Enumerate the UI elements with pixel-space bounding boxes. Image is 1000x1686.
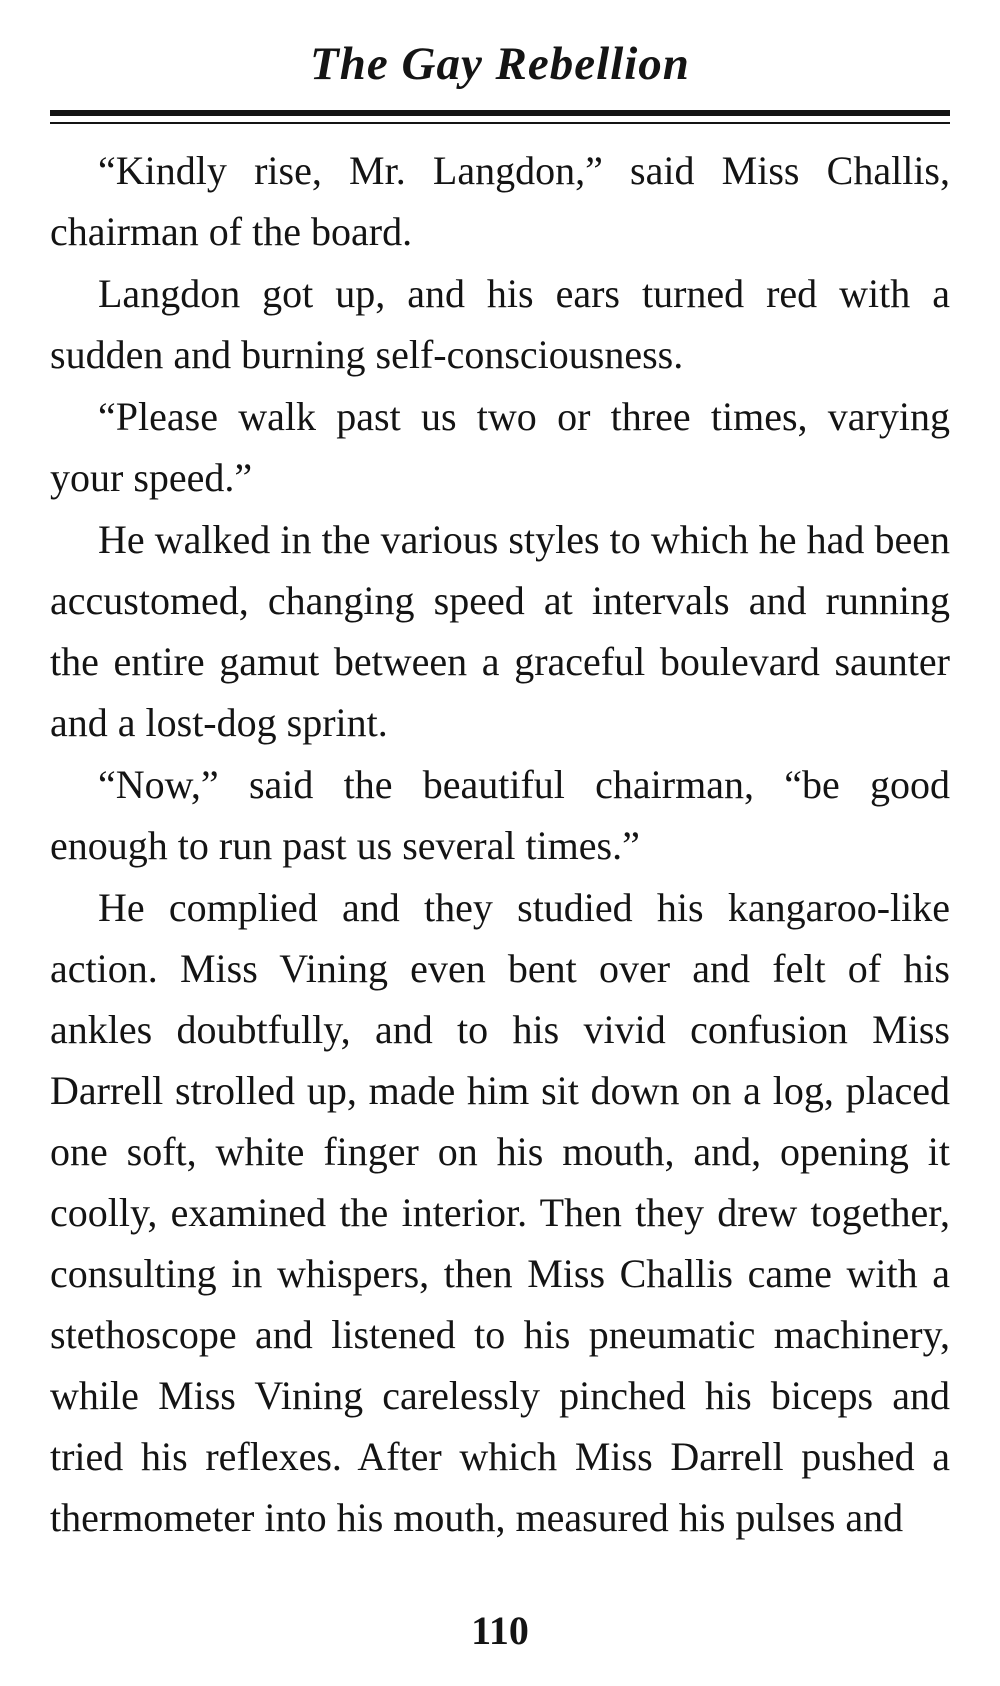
header-rule-thick	[50, 110, 950, 116]
paragraph: “Please walk past us two or three times, varying your speed.”	[50, 394, 950, 500]
body-text	[50, 140, 950, 1549]
paragraph: He walked in the various styles to which he had been accustomed, changing speed at intervals and running the entire gamut between a graceful boulevard saunter and a lost-dog sprint.	[50, 517, 950, 745]
paragraph: Langdon got up, and his ears turned red with a sudden and burning self-consciousness.	[50, 271, 950, 377]
header-rule-thin	[50, 122, 950, 124]
running-title: The Gay Rebellion	[310, 38, 690, 90]
paragraph: He complied and they studied his kangaroo-like action. Miss Vining even bent over and felt of his ankles doubtfully, and to his vivid confusion Miss Darrell strolled up, made him sit down on a log, placed one soft, white finger on his mouth, and, opening it coolly, examined the interior. Then they drew together, consulting in whispers, then Miss Challis came with a stethoscope and listened to his pneumatic machinery, while Miss Vining carelessly pinched his biceps and tried his reflexes. After which Miss Darrell pushed a thermometer into his mouth, measured his pulses and	[50, 885, 950, 1540]
paragraph: “Now,” said the beautiful chairman, “be good enough to run past us several times.”	[50, 762, 950, 868]
page-number: 110	[471, 1608, 529, 1653]
paragraph: “Kindly rise, Mr. Langdon,” said Miss Challis, chairman of the board.	[50, 148, 950, 254]
